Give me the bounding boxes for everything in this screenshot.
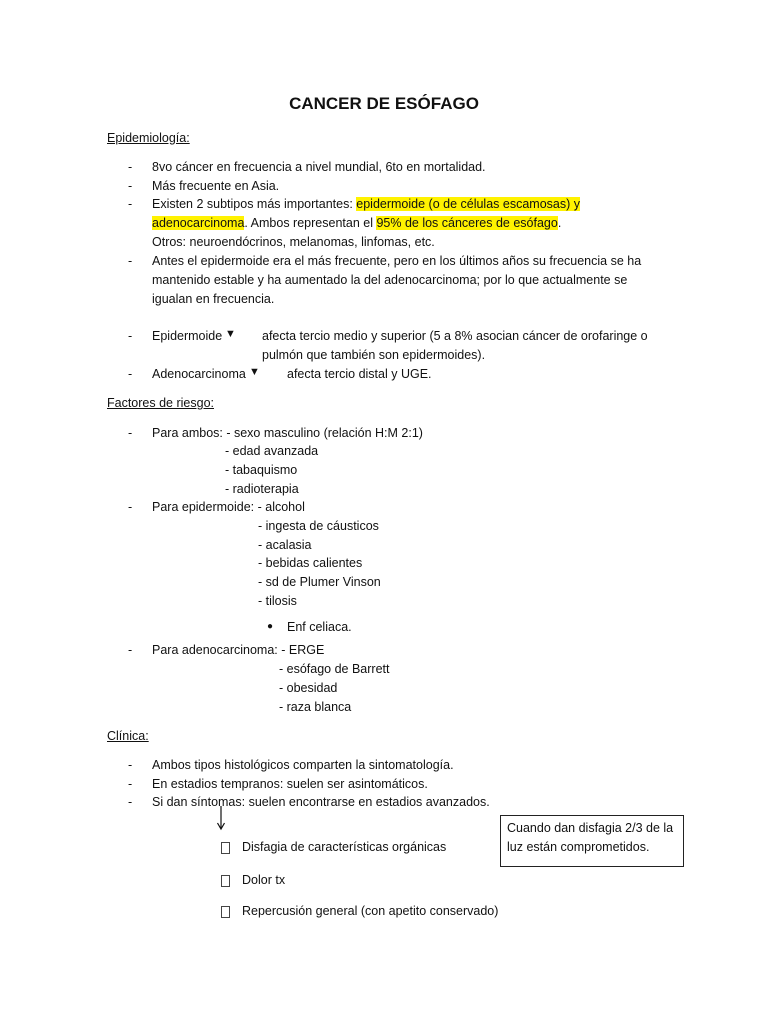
factor-item: - tabaquismo [225,463,298,477]
adenocarcinoma-label: Adenocarcinoma [152,367,246,381]
highlight-epidermoide: epidermoide (o de células escamosas) y [356,197,580,211]
epidermoide-desc-2: pulmón que también son epidermoides). [262,348,486,362]
highlight-95-percent: 95% de los cánceres de esófago [376,216,558,230]
clinica-line-1: Ambos tipos histológicos comparten la sintomatología. [152,758,454,772]
epi-line-2: Más frecuente en Asia. [152,179,280,193]
triangle-down-icon: ▼ [249,366,260,378]
epidermoide-label: Epidermoide [152,329,223,343]
clinica-item: Disfagia de características orgánicas [242,840,447,854]
page-title: CANCER DE ESÓFAGO [289,94,479,113]
factor-item: - bebidas calientes [258,556,363,570]
clinica-item: Dolor tx [242,873,286,887]
epi-line-6: Antes el epidermoide era el más frecuente, pero en los últimos años su frecuencia se ha [152,254,642,268]
checkbox-placeholder-icon [221,906,230,918]
highlight-adenocarcinoma: adenocarcinoma [152,216,245,230]
factor-celiaca: Enf celiaca. [287,620,352,634]
dash: - [128,160,133,174]
dash: - [128,795,133,809]
section-heading-epidemiologia: Epidemiología: [107,131,190,145]
triangle-down-icon: ▼ [225,328,236,340]
epi-line-3 [152,195,580,213]
callout-box: Cuando dan disfagia 2/3 de la luz están comprometidos. [500,815,684,867]
dash: - [128,329,133,343]
dash: - [128,254,133,268]
checkbox-placeholder-icon [221,842,230,854]
dash: - [128,179,133,193]
adenocarcinoma-desc: afecta tercio distal y UGE. [287,367,432,381]
epi-line-4 [152,214,561,232]
dash: - [128,777,133,791]
factor-item: - esófago de Barrett [279,662,390,676]
factor-item: - edad avanzada [225,444,319,458]
dash: - [128,500,133,514]
epi-line-7: mantenido estable y ha aumentado la del adenocarcinoma; por lo que actualmente se [152,273,628,287]
factor-item: - obesidad [279,681,338,695]
checkbox-placeholder-icon [221,875,230,887]
bullet-icon: ● [267,621,274,632]
dash: - [128,197,133,211]
factor-item: - tilosis [258,594,297,608]
arrow-down-icon [216,806,226,832]
section-heading-factores: Factores de riesgo: [107,396,214,410]
factor-item: - raza blanca [279,700,352,714]
epidermoide-desc-1: afecta tercio medio y superior (5 a 8% asocian cáncer de orofaringe o [262,329,648,343]
section-heading-clinica: Clínica: [107,729,149,743]
clinica-item: Repercusión general (con apetito conservado) [242,904,499,918]
factor-item: - radioterapia [225,482,299,496]
epi-line-1: 8vo cáncer en frecuencia a nivel mundial, 6to en mortalidad. [152,160,486,174]
dash: - [128,643,133,657]
factor-item: - sd de Plumer Vinson [258,575,381,589]
epi-line-5: Otros: neuroendócrinos, melanomas, linfomas, etc. [152,235,435,249]
epi-line-4-text: . Ambos representan el [244,216,377,230]
epi-line-4-end: . [557,216,562,230]
factores-epid-label: Para epidermoide: - alcohol [152,500,305,514]
epi-line-3-text: Existen 2 subtipos más importantes: [152,197,357,211]
dash: - [128,758,133,772]
factores-adeno-label: Para adenocarcinoma: - ERGE [152,643,325,657]
dash: - [128,367,133,381]
epi-line-8: igualan en frecuencia. [152,292,275,306]
clinica-line-3: Si dan síntomas: suelen encontrarse en estadios avanzados. [152,795,490,809]
dash: - [128,426,133,440]
factor-item: - acalasia [258,538,312,552]
factor-item: - ingesta de cáusticos [258,519,379,533]
clinica-line-2: En estadios tempranos: suelen ser asintomáticos. [152,777,428,791]
factores-ambos-label: Para ambos: - sexo masculino (relación H:M 2:1) [152,426,423,440]
